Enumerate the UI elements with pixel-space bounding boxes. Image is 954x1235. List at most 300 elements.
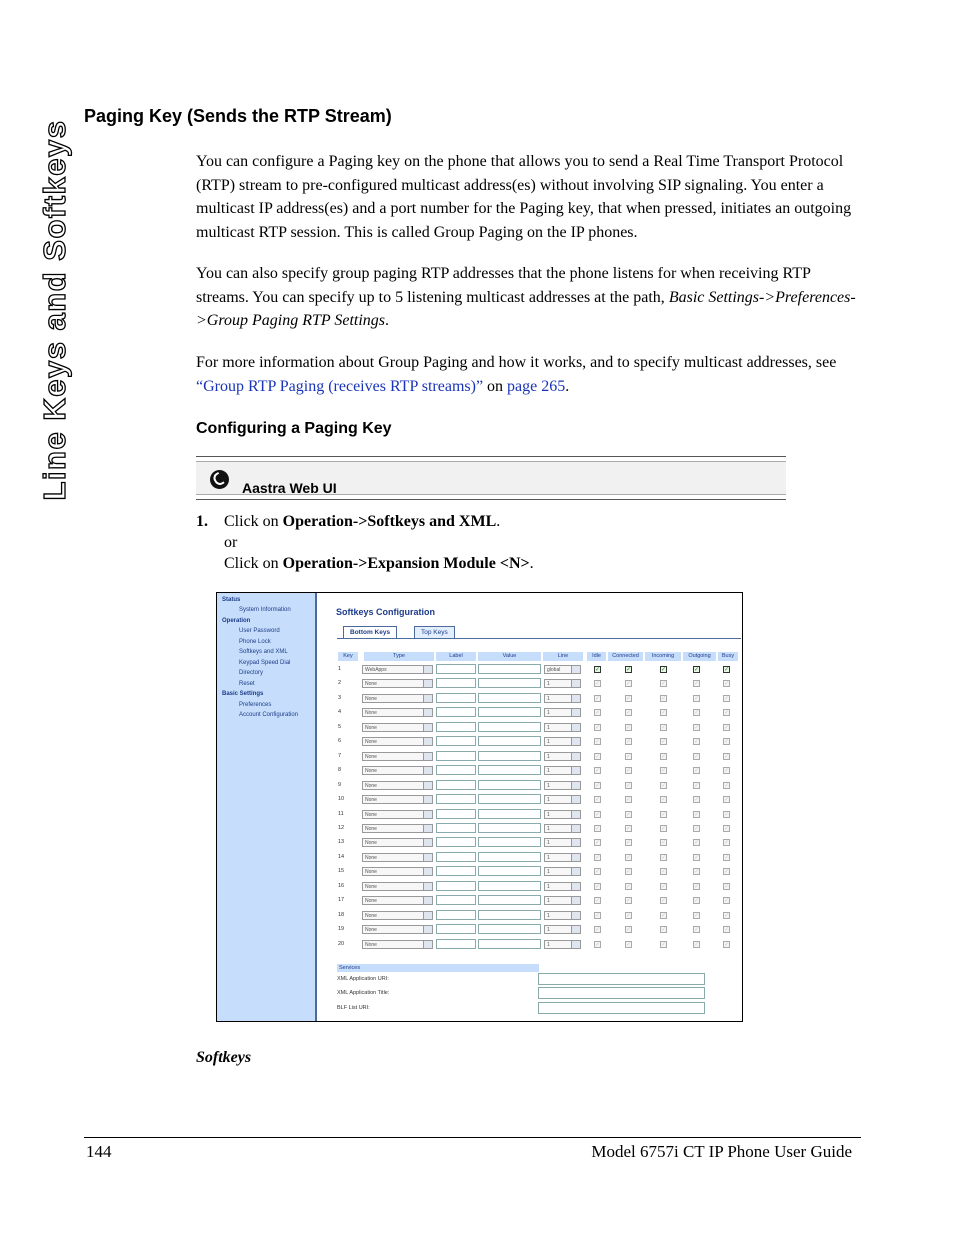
value-input[interactable] bbox=[478, 794, 541, 804]
line-select[interactable]: 1 bbox=[544, 679, 581, 688]
checkbox-outgoing[interactable]: ✓ bbox=[694, 869, 700, 876]
type-select[interactable]: None bbox=[362, 752, 433, 761]
chevron-down-icon bbox=[423, 839, 432, 846]
checkbox-idle[interactable]: ✓ bbox=[595, 825, 601, 832]
checkbox-incoming[interactable]: ✓ bbox=[661, 840, 667, 847]
line-select[interactable]: 1 bbox=[544, 925, 581, 934]
nav-item-status[interactable]: Status bbox=[222, 597, 241, 603]
web-ui-label: Aastra Web UI bbox=[242, 480, 337, 496]
chevron-down-icon bbox=[423, 796, 432, 803]
label-input[interactable] bbox=[436, 939, 476, 949]
period: . bbox=[565, 377, 570, 395]
type-select[interactable]: None bbox=[362, 781, 433, 790]
type-select[interactable]: None bbox=[362, 766, 433, 775]
label-input[interactable] bbox=[436, 881, 476, 891]
line-select[interactable]: 1 bbox=[544, 708, 581, 717]
nav-item-phone-lock[interactable]: Phone Lock bbox=[239, 639, 271, 645]
paragraph-more-info bbox=[196, 351, 866, 398]
checkbox-incoming[interactable]: ✓ bbox=[661, 667, 667, 673]
key-number: 18 bbox=[338, 911, 345, 918]
key-number: 17 bbox=[338, 897, 345, 904]
type-select[interactable]: None bbox=[362, 940, 433, 949]
tab-top-keys[interactable]: Top Keys bbox=[414, 626, 455, 638]
paragraph-listen bbox=[196, 262, 866, 333]
chevron-down-icon bbox=[423, 753, 432, 760]
chevron-down-icon bbox=[423, 782, 432, 789]
value-input[interactable] bbox=[478, 736, 541, 746]
key-number: 14 bbox=[338, 853, 345, 860]
checkbox-outgoing[interactable]: ✓ bbox=[694, 695, 700, 702]
line-select[interactable]: 1 bbox=[544, 737, 581, 746]
web-ui-box bbox=[196, 456, 786, 500]
service-input[interactable] bbox=[538, 987, 705, 999]
chevron-down-icon bbox=[571, 811, 580, 818]
checkbox-busy[interactable]: ✓ bbox=[724, 768, 730, 775]
chevron-down-icon bbox=[571, 897, 580, 904]
chevron-down-icon bbox=[571, 724, 580, 731]
value-input[interactable] bbox=[478, 823, 541, 833]
chevron-down-icon bbox=[423, 724, 432, 731]
checkbox-incoming[interactable]: ✓ bbox=[661, 782, 667, 789]
value-input[interactable] bbox=[478, 765, 541, 775]
checkbox-connected[interactable]: ✓ bbox=[626, 695, 632, 702]
checkbox-busy[interactable]: ✓ bbox=[724, 667, 730, 673]
key-number: 3 bbox=[338, 694, 342, 701]
line-select[interactable]: 1 bbox=[544, 896, 581, 905]
chevron-down-icon bbox=[423, 695, 432, 702]
service-label: BLF List URI: bbox=[337, 1005, 370, 1011]
subheading: Configuring a Paging Key bbox=[196, 420, 392, 437]
chevron-down-icon bbox=[571, 695, 580, 702]
key-number: 12 bbox=[338, 824, 345, 831]
checkbox-incoming[interactable]: ✓ bbox=[661, 724, 667, 731]
checkbox-idle[interactable]: ✓ bbox=[595, 797, 601, 804]
column-header-connected: Connected bbox=[608, 652, 643, 661]
chevron-down-icon bbox=[571, 912, 580, 919]
checkbox-incoming[interactable]: ✓ bbox=[661, 825, 667, 832]
checkbox-connected[interactable]: ✓ bbox=[626, 883, 632, 890]
type-select[interactable]: None bbox=[362, 708, 433, 717]
checkbox-busy[interactable]: ✓ bbox=[724, 710, 730, 717]
chevron-down-icon bbox=[571, 796, 580, 803]
key-number: 8 bbox=[338, 767, 342, 774]
value-input[interactable] bbox=[478, 866, 541, 876]
checkbox-idle[interactable]: ✓ bbox=[595, 739, 601, 746]
chevron-down-icon bbox=[423, 680, 432, 687]
column-header-idle: Idle bbox=[587, 652, 606, 661]
column-header-label: Label bbox=[436, 652, 476, 661]
checkbox-connected[interactable]: ✓ bbox=[626, 941, 632, 948]
checkbox-outgoing[interactable]: ✓ bbox=[694, 667, 700, 673]
checkbox-outgoing[interactable]: ✓ bbox=[694, 825, 700, 832]
label-input[interactable] bbox=[436, 678, 476, 688]
figure-caption: Softkeys bbox=[196, 1049, 252, 1066]
checkbox-connected[interactable]: ✓ bbox=[626, 825, 632, 832]
step-text: Click on bbox=[224, 555, 283, 572]
section-title: Paging Key (Sends the RTP Stream) bbox=[84, 106, 392, 126]
value-input[interactable] bbox=[478, 809, 541, 819]
checkbox-busy[interactable]: ✓ bbox=[724, 782, 730, 789]
chevron-down-icon bbox=[423, 666, 432, 673]
checkbox-busy[interactable]: ✓ bbox=[724, 840, 730, 847]
line-select[interactable]: global bbox=[544, 665, 581, 674]
checkbox-incoming[interactable]: ✓ bbox=[661, 912, 667, 919]
page-link[interactable]: page 265 bbox=[507, 377, 566, 395]
step-text: Click on bbox=[224, 513, 283, 530]
checkbox-incoming[interactable]: ✓ bbox=[661, 927, 667, 934]
on-text: on bbox=[483, 377, 508, 395]
value-input[interactable] bbox=[478, 678, 541, 688]
checkbox-busy[interactable]: ✓ bbox=[724, 941, 730, 948]
type-select[interactable]: None bbox=[362, 853, 433, 862]
chevron-down-icon bbox=[571, 767, 580, 774]
value-input[interactable] bbox=[478, 707, 541, 717]
checkbox-idle[interactable]: ✓ bbox=[595, 912, 601, 919]
checkbox-idle[interactable]: ✓ bbox=[595, 869, 601, 876]
checkbox-connected[interactable]: ✓ bbox=[626, 797, 632, 804]
checkbox-connected[interactable]: ✓ bbox=[626, 854, 632, 861]
checkbox-outgoing[interactable]: ✓ bbox=[694, 927, 700, 934]
checkbox-connected[interactable]: ✓ bbox=[626, 710, 632, 717]
globe-icon bbox=[210, 470, 229, 489]
label-input[interactable] bbox=[436, 809, 476, 819]
nav-item-operation[interactable]: Operation bbox=[222, 618, 251, 624]
checkbox-connected[interactable]: ✓ bbox=[626, 681, 632, 688]
checkbox-busy[interactable]: ✓ bbox=[724, 739, 730, 746]
line-select[interactable]: 1 bbox=[544, 781, 581, 790]
type-select[interactable]: None bbox=[362, 824, 433, 833]
key-number: 5 bbox=[338, 723, 342, 730]
type-select[interactable]: None bbox=[362, 737, 433, 746]
label-input[interactable] bbox=[436, 664, 476, 674]
checkbox-outgoing[interactable]: ✓ bbox=[694, 710, 700, 717]
checkbox-outgoing[interactable]: ✓ bbox=[694, 811, 700, 818]
checkbox-incoming[interactable]: ✓ bbox=[661, 883, 667, 890]
side-tab-label: Line Keys and Softkeys bbox=[37, 119, 72, 501]
checkbox-busy[interactable]: ✓ bbox=[724, 797, 730, 804]
nav-item-system-information[interactable]: System Information bbox=[239, 607, 291, 613]
checkbox-idle[interactable]: ✓ bbox=[595, 941, 601, 948]
checkbox-outgoing[interactable]: ✓ bbox=[694, 724, 700, 731]
chevron-down-icon bbox=[571, 782, 580, 789]
checkbox-incoming[interactable]: ✓ bbox=[661, 869, 667, 876]
chevron-down-icon bbox=[423, 912, 432, 919]
value-input[interactable] bbox=[478, 910, 541, 920]
column-header-key: Key bbox=[338, 652, 358, 661]
key-number: 15 bbox=[338, 868, 345, 875]
label-input[interactable] bbox=[436, 794, 476, 804]
label-input[interactable] bbox=[436, 736, 476, 746]
checkbox-incoming[interactable]: ✓ bbox=[661, 710, 667, 717]
checkbox-outgoing[interactable]: ✓ bbox=[694, 739, 700, 746]
checkbox-busy[interactable]: ✓ bbox=[724, 854, 730, 861]
service-input[interactable] bbox=[538, 973, 705, 985]
label-input[interactable] bbox=[436, 722, 476, 732]
checkbox-outgoing[interactable]: ✓ bbox=[694, 797, 700, 804]
page-number: 144 bbox=[86, 1142, 112, 1161]
chevron-down-icon bbox=[571, 854, 580, 861]
web-ui-nav bbox=[217, 593, 317, 1021]
line-select[interactable]: 1 bbox=[544, 940, 581, 949]
key-number: 11 bbox=[338, 810, 344, 817]
checkbox-incoming[interactable]: ✓ bbox=[661, 941, 667, 948]
checkbox-idle[interactable]: ✓ bbox=[595, 840, 601, 847]
value-input[interactable] bbox=[478, 924, 541, 934]
key-number: 2 bbox=[338, 680, 342, 687]
checkbox-outgoing[interactable]: ✓ bbox=[694, 782, 700, 789]
checkbox-connected[interactable]: ✓ bbox=[626, 898, 632, 905]
chevron-down-icon bbox=[571, 709, 580, 716]
checkbox-idle[interactable]: ✓ bbox=[595, 782, 601, 789]
checkbox-incoming[interactable]: ✓ bbox=[661, 753, 667, 760]
tab-divider bbox=[337, 638, 741, 639]
label-input[interactable] bbox=[436, 866, 476, 876]
checkbox-idle[interactable]: ✓ bbox=[595, 854, 601, 861]
type-select[interactable]: WebApps bbox=[362, 665, 433, 674]
chevron-down-icon bbox=[571, 680, 580, 687]
checkbox-idle[interactable]: ✓ bbox=[595, 667, 601, 673]
checkbox-incoming[interactable]: ✓ bbox=[661, 681, 667, 688]
checkbox-connected[interactable]: ✓ bbox=[626, 724, 632, 731]
checkbox-busy[interactable]: ✓ bbox=[724, 927, 730, 934]
chevron-down-icon bbox=[571, 753, 580, 760]
line-select[interactable]: 1 bbox=[544, 810, 581, 819]
checkbox-idle[interactable]: ✓ bbox=[595, 753, 601, 760]
column-header-outgoing: Outgoing bbox=[683, 652, 716, 661]
label-input[interactable] bbox=[436, 780, 476, 790]
column-header-busy: Busy bbox=[718, 652, 738, 661]
checkbox-busy[interactable]: ✓ bbox=[724, 869, 730, 876]
chevron-down-icon bbox=[423, 767, 432, 774]
group-rtp-paging-link[interactable]: “Group RTP Paging (receives RTP streams)” bbox=[196, 377, 484, 395]
key-number: 19 bbox=[338, 926, 345, 933]
chevron-down-icon bbox=[423, 811, 432, 818]
footer-rule bbox=[84, 1137, 861, 1138]
paragraph-intro: You can configure a Paging key on the phone that allows you to send a Real Time Transport Protocol (RTP) stream to pre-configured multicast address(es) without involving SIP signaling. You enter a multicast IP address(es) and a port number for the Paging key, that when pressed, initiates an outgoing multicast RTP session. This is called Group Paging on the IP phones. bbox=[196, 153, 852, 241]
type-select[interactable]: None bbox=[362, 795, 433, 804]
checkbox-incoming[interactable]: ✓ bbox=[661, 739, 667, 746]
value-input[interactable] bbox=[478, 664, 541, 674]
chevron-down-icon bbox=[571, 941, 580, 948]
checkbox-incoming[interactable]: ✓ bbox=[661, 898, 667, 905]
chevron-down-icon bbox=[571, 825, 580, 832]
chevron-down-icon bbox=[571, 883, 580, 890]
service-label: XML Application Title: bbox=[337, 990, 390, 996]
checkbox-idle[interactable]: ✓ bbox=[595, 724, 601, 731]
value-input[interactable] bbox=[478, 852, 541, 862]
screenshot-title: Softkeys Configuration bbox=[336, 607, 436, 617]
nav-item-basic-settings[interactable]: Basic Settings bbox=[222, 691, 264, 697]
line-select[interactable]: 1 bbox=[544, 795, 581, 804]
checkbox-outgoing[interactable]: ✓ bbox=[694, 854, 700, 861]
type-select[interactable]: None bbox=[362, 694, 433, 703]
service-input[interactable] bbox=[538, 1002, 705, 1014]
step-line-1 bbox=[224, 512, 500, 533]
step-number: 1. bbox=[196, 513, 208, 530]
checkbox-connected[interactable]: ✓ bbox=[626, 667, 632, 673]
label-input[interactable] bbox=[436, 823, 476, 833]
line-select[interactable]: 1 bbox=[544, 752, 581, 761]
period: . bbox=[496, 513, 501, 530]
checkbox-outgoing[interactable]: ✓ bbox=[694, 768, 700, 775]
checkbox-idle[interactable]: ✓ bbox=[595, 681, 601, 688]
checkbox-connected[interactable]: ✓ bbox=[626, 869, 632, 876]
step-or: or bbox=[224, 534, 238, 551]
service-label: XML Application URI: bbox=[337, 976, 389, 982]
nav-item-keypad-speed-dial[interactable]: Keypad Speed Dial bbox=[239, 660, 291, 666]
checkbox-idle[interactable]: ✓ bbox=[595, 883, 601, 890]
chevron-down-icon bbox=[423, 941, 432, 948]
checkbox-incoming[interactable]: ✓ bbox=[661, 768, 667, 775]
checkbox-busy[interactable]: ✓ bbox=[724, 883, 730, 890]
checkbox-connected[interactable]: ✓ bbox=[626, 768, 632, 775]
nav-item-preferences[interactable]: Preferences bbox=[239, 702, 272, 708]
type-select[interactable]: None bbox=[362, 867, 433, 876]
label-input[interactable] bbox=[436, 765, 476, 775]
key-number: 13 bbox=[338, 839, 345, 846]
type-select[interactable]: None bbox=[362, 896, 433, 905]
checkbox-busy[interactable]: ✓ bbox=[724, 753, 730, 760]
line-select[interactable]: 1 bbox=[544, 694, 581, 703]
type-select[interactable]: None bbox=[362, 810, 433, 819]
key-number: 10 bbox=[338, 796, 345, 803]
type-select[interactable]: None bbox=[362, 882, 433, 891]
type-select[interactable]: None bbox=[362, 925, 433, 934]
line-select[interactable]: 1 bbox=[544, 867, 581, 876]
checkbox-idle[interactable]: ✓ bbox=[595, 710, 601, 717]
key-number: 20 bbox=[338, 940, 345, 947]
value-input[interactable] bbox=[478, 881, 541, 891]
menu-path: Operation->Expansion Module <N> bbox=[282, 555, 530, 572]
chevron-down-icon bbox=[423, 825, 432, 832]
label-input[interactable] bbox=[436, 895, 476, 905]
chevron-down-icon bbox=[571, 868, 580, 875]
nav-item-directory[interactable]: Directory bbox=[239, 670, 264, 676]
checkbox-connected[interactable]: ✓ bbox=[626, 753, 632, 760]
type-select[interactable]: None bbox=[362, 679, 433, 688]
nav-item-softkeys-and-xml[interactable]: Softkeys and XML bbox=[239, 649, 288, 655]
checkbox-connected[interactable]: ✓ bbox=[626, 739, 632, 746]
checkbox-outgoing[interactable]: ✓ bbox=[694, 941, 700, 948]
key-number: 6 bbox=[338, 738, 342, 745]
checkbox-busy[interactable]: ✓ bbox=[724, 825, 730, 832]
side-tab bbox=[33, 100, 77, 520]
nav-item-user-password[interactable]: User Password bbox=[239, 628, 280, 634]
chevron-down-icon bbox=[423, 709, 432, 716]
value-input[interactable] bbox=[478, 693, 541, 703]
checkbox-outgoing[interactable]: ✓ bbox=[694, 681, 700, 688]
checkbox-idle[interactable]: ✓ bbox=[595, 898, 601, 905]
label-input[interactable] bbox=[436, 707, 476, 717]
value-input[interactable] bbox=[478, 722, 541, 732]
line-select[interactable]: 1 bbox=[544, 853, 581, 862]
paragraph-more-text: For more information about Group Paging and how it works, and to specify multicast addresses, see bbox=[196, 354, 837, 371]
column-header-line: Line bbox=[543, 652, 583, 661]
checkbox-busy[interactable]: ✓ bbox=[724, 912, 730, 919]
value-input[interactable] bbox=[478, 837, 541, 847]
value-input[interactable] bbox=[478, 751, 541, 761]
period: . bbox=[385, 312, 390, 329]
column-header-value: Value bbox=[478, 652, 541, 661]
softkeys-screenshot bbox=[216, 592, 743, 1022]
checkbox-busy[interactable]: ✓ bbox=[724, 681, 730, 688]
label-input[interactable] bbox=[436, 910, 476, 920]
type-select[interactable]: None bbox=[362, 911, 433, 920]
chevron-down-icon bbox=[423, 738, 432, 745]
chevron-down-icon bbox=[423, 868, 432, 875]
checkbox-idle[interactable]: ✓ bbox=[595, 927, 601, 934]
checkbox-idle[interactable]: ✓ bbox=[595, 811, 601, 818]
paragraph-listen-text: You can also specify group paging RTP addresses that the phone listens for when receiving RTP streams. You can specify up to 5 listening multicast addresses at the path, bbox=[196, 265, 811, 306]
checkbox-outgoing[interactable]: ✓ bbox=[694, 840, 700, 847]
checkbox-busy[interactable]: ✓ bbox=[724, 695, 730, 702]
checkbox-busy[interactable]: ✓ bbox=[724, 898, 730, 905]
checkbox-connected[interactable]: ✓ bbox=[626, 927, 632, 934]
nav-item-account-configuration[interactable]: Account Configuration bbox=[239, 712, 299, 718]
line-select[interactable]: 1 bbox=[544, 911, 581, 920]
line-select[interactable]: 1 bbox=[544, 838, 581, 847]
key-number: 9 bbox=[338, 781, 342, 788]
key-number: 4 bbox=[338, 709, 342, 716]
label-input[interactable] bbox=[436, 751, 476, 761]
label-input[interactable] bbox=[436, 852, 476, 862]
line-select[interactable]: 1 bbox=[544, 882, 581, 891]
nav-item-reset[interactable]: Reset bbox=[239, 681, 255, 687]
checkbox-connected[interactable]: ✓ bbox=[626, 912, 632, 919]
tab-bottom-keys[interactable]: Bottom Keys bbox=[343, 626, 397, 638]
chevron-down-icon bbox=[423, 926, 432, 933]
checkbox-incoming[interactable]: ✓ bbox=[661, 811, 667, 818]
period: . bbox=[529, 555, 534, 572]
checkbox-connected[interactable]: ✓ bbox=[626, 840, 632, 847]
checkbox-incoming[interactable]: ✓ bbox=[661, 854, 667, 861]
column-header-incoming: Incoming bbox=[645, 652, 681, 661]
checkbox-outgoing[interactable]: ✓ bbox=[694, 753, 700, 760]
line-select[interactable]: 1 bbox=[544, 824, 581, 833]
chevron-down-icon bbox=[571, 839, 580, 846]
key-number: 16 bbox=[338, 882, 345, 889]
checkbox-connected[interactable]: ✓ bbox=[626, 782, 632, 789]
checkbox-connected[interactable]: ✓ bbox=[626, 811, 632, 818]
checkbox-busy[interactable]: ✓ bbox=[724, 724, 730, 731]
label-input[interactable] bbox=[436, 924, 476, 934]
label-input[interactable] bbox=[436, 693, 476, 703]
value-input[interactable] bbox=[478, 939, 541, 949]
path-text: Basic Settings->Preferences->Group Paging RTP Settings bbox=[196, 288, 856, 329]
line-select[interactable]: 1 bbox=[544, 766, 581, 775]
checkbox-outgoing[interactable]: ✓ bbox=[694, 912, 700, 919]
checkbox-busy[interactable]: ✓ bbox=[724, 811, 730, 818]
checkbox-idle[interactable]: ✓ bbox=[595, 695, 601, 702]
column-header-type: Type bbox=[364, 652, 434, 661]
value-input[interactable] bbox=[478, 895, 541, 905]
checkbox-outgoing[interactable]: ✓ bbox=[694, 898, 700, 905]
checkbox-incoming[interactable]: ✓ bbox=[661, 695, 667, 702]
menu-path: Operation->Softkeys and XML bbox=[282, 513, 497, 530]
value-input[interactable] bbox=[478, 780, 541, 790]
key-number: 7 bbox=[338, 752, 342, 759]
checkbox-outgoing[interactable]: ✓ bbox=[694, 883, 700, 890]
type-select[interactable]: None bbox=[362, 838, 433, 847]
label-input[interactable] bbox=[436, 837, 476, 847]
checkbox-idle[interactable]: ✓ bbox=[595, 768, 601, 775]
services-header: Services bbox=[337, 964, 539, 972]
checkbox-incoming[interactable]: ✓ bbox=[661, 797, 667, 804]
line-select[interactable]: 1 bbox=[544, 723, 581, 732]
type-select[interactable]: None bbox=[362, 723, 433, 732]
chevron-down-icon bbox=[423, 854, 432, 861]
chevron-down-icon bbox=[571, 926, 580, 933]
